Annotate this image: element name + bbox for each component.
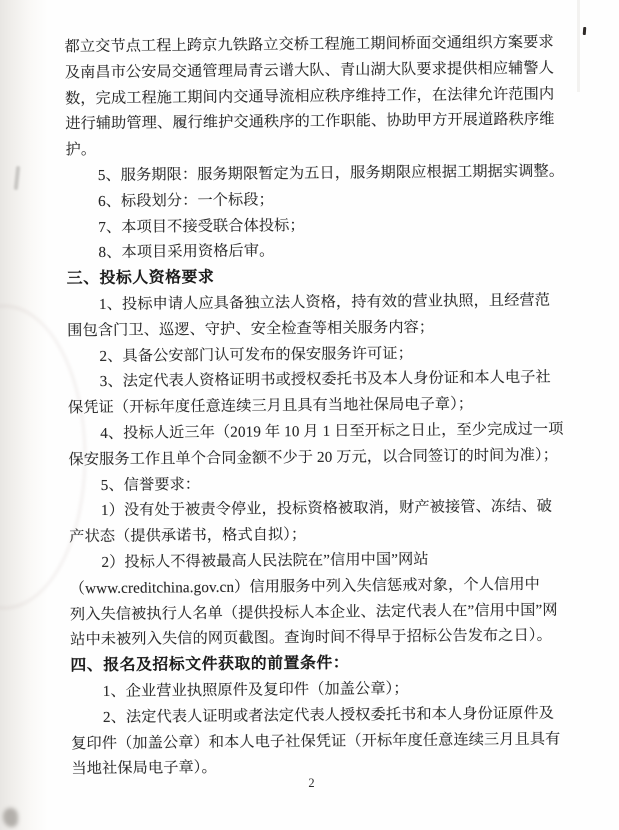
page-number: 2 [308,776,315,790]
text-line: 数，完成工程施工期间内交通导流相应秩序维持工作，在法律允许范围内 [64,85,555,107]
list-item-qualification-2: 2、具备公安部门认可发布的保安服务许可证； [99,344,414,365]
text-line-credit-china-url: （www.creditchina.gov.cn）信用服务中列入失信惩戒对象，个人信用中 [69,575,540,598]
corner-smudge [3,808,18,827]
text-line: 及南昌市公安局交通管理局青云谱大队、青山湖大队要求提供相应辅警人 [64,59,555,82]
list-item-credit-2: 2）投标人不得被最高人民法院在”信用中国”网站 [101,550,429,571]
list-item-qualification-1: 1、投标申请人应具备独立法人资格，持有效的营业执照，且经营范 [98,291,551,314]
scan-streak [577,0,580,92]
list-item-lot-division: 6、标段划分：一个标段； [97,191,274,210]
text-line: 保凭证（开标年度任意连续三月且具有当地社保局电子章）； [67,395,474,417]
list-item-credit-requirements: 5、信誉要求： [100,475,201,494]
section-heading-bidder-qualifications: 三、投标人资格要求 [66,269,215,288]
list-item-credit-1: 1）没有处于被责令停业，投标资格被取消，财产被接管、冻结、破 [100,498,553,520]
text-line: 列入失信被执行人名单（提供投标人本企业、法定代表人在”信用中国”网 [69,601,558,623]
text-line: 护。 [65,141,97,159]
text-line: 保安服务工作且单个合同金额不少于 20 万元，以合同签订的时间为准）； [68,446,559,469]
list-item-qualification-4: 4、投标人近三年（2019 年 10 月 1 日至开标之日止，至少完成过一项 [100,420,564,442]
text-line: 围包含门卫、巡逻、守护、安全检查等相关服务内容； [67,318,435,340]
document-body [64,30,565,783]
list-item-qualification-3: 3、法定代表人资格证明书或授权委托书及本人身份证和本人电子社 [99,369,551,391]
text-line: 站中未被列入失信的网页截图。查询时间不得早于招标公告发布之日）。 [70,627,552,649]
text-line: 进行辅助管理、履行维护交通秩序的工作职能、协助甲方开展道路秩序维 [65,111,555,133]
section-heading-registration-prerequisites: 四、报名及招标文件获取的前置条件： [70,654,350,675]
list-item-no-consortium: 7、本项目不接受联合体投标； [98,216,305,236]
list-item-service-period: 5、服务期限：服务期限暂定为五日，服务期限应根据工期据实调整。 [97,162,565,185]
list-item-prerequisite-2: 2、法定代表人证明或者法定代表人授权委托书和本人身份证原件及 [102,704,555,726]
pen-tick-mark [583,27,586,35]
text-line: 当地社保局电子章）。 [71,759,217,778]
text-line: 都立交节点工程上跨京九铁路立交桥工程施工期间桥面交通组织方案要求 [64,33,554,56]
text-line: 产状态（提供承诺书，格式自拟）； [69,526,307,546]
text-line: 复印件（加盖公章）和本人电子社保凭证（开标年度任意连续三月且具有 [71,730,561,752]
list-item-prerequisite-1: 1、企业营业执照原件及复印件（加盖公章）； [102,680,409,700]
list-item-post-qualification: 8、本项目采用资格后审。 [98,242,275,262]
